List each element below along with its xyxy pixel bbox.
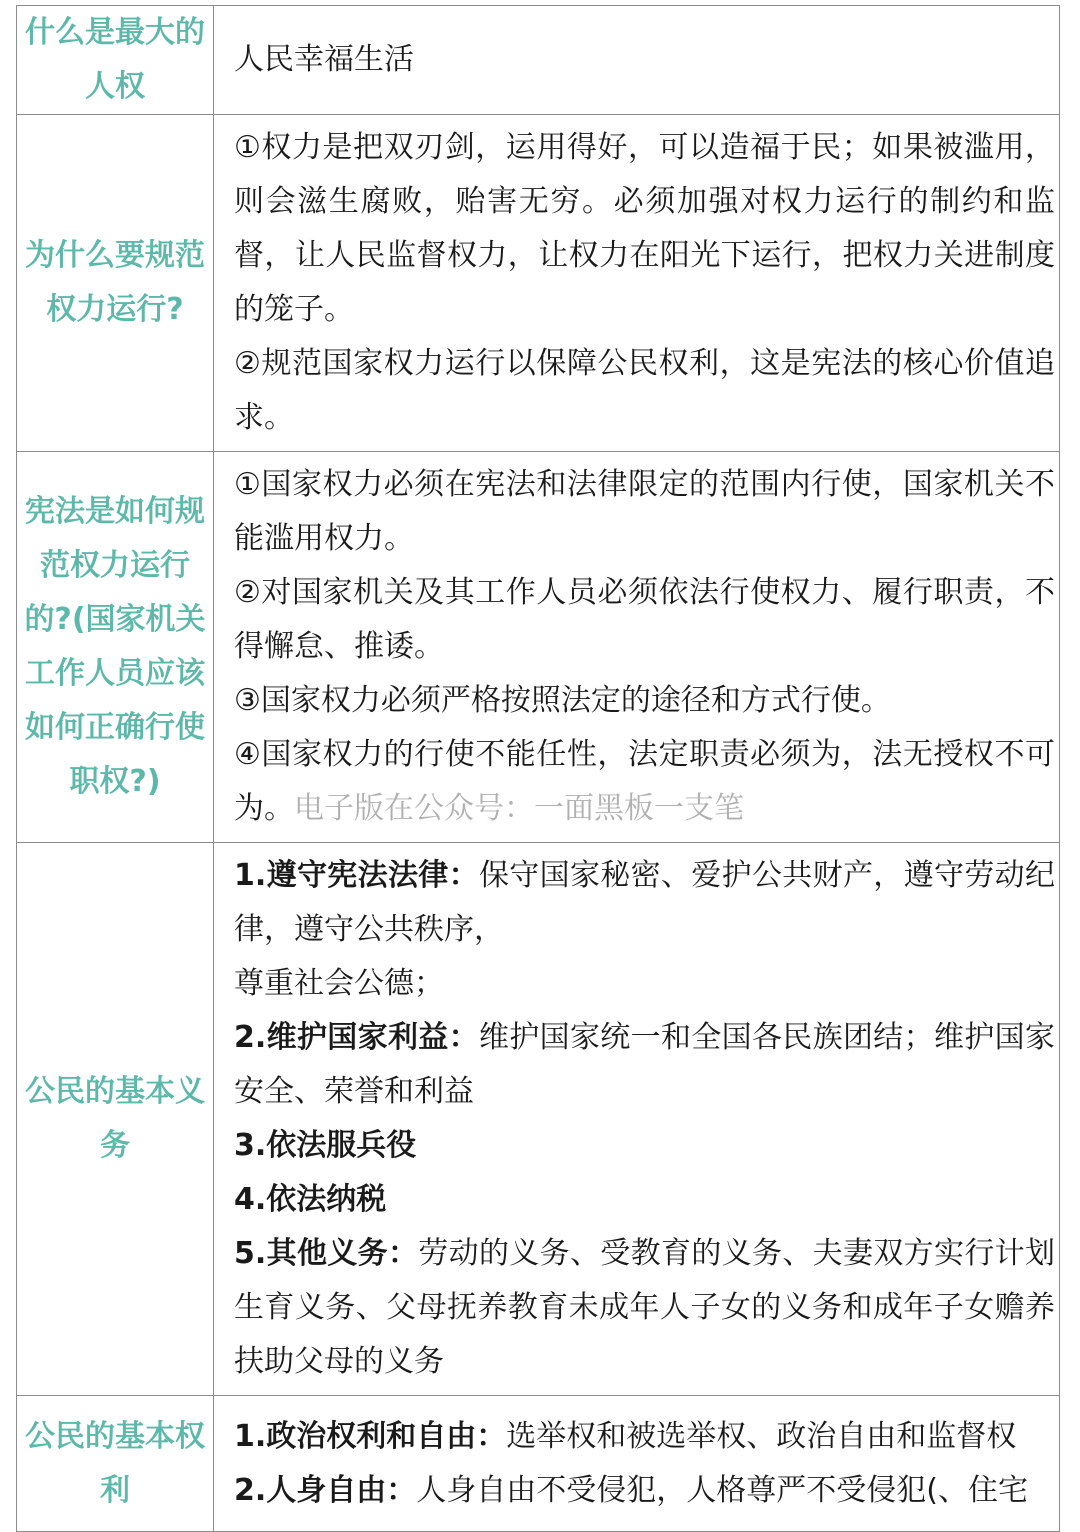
answer-cell <box>214 452 1060 843</box>
answer-cell <box>214 115 1060 452</box>
duty-item <box>234 1119 1055 1173</box>
right-item <box>234 1410 1055 1464</box>
answer-cell <box>214 1396 1060 1532</box>
answer-line: ①权力是把双刃剑，运用得好，可以造福于民；如果被滥用，则会滋生腐败，贻害无穷。必须加强对权力运行的制约和监督，让人民监督权力，让权力在阳光下运行，把权力关进制度的笼子。 <box>234 130 1055 327</box>
question-cell: 公民的基本义务 <box>17 843 214 1396</box>
question-cell: 宪法是如何规范权力运行的?(国家机关工作人员应该如何正确行使职权?) <box>17 452 214 843</box>
duty-item <box>234 1173 1055 1227</box>
table-row <box>17 6 1060 115</box>
table-row <box>17 843 1060 1396</box>
duty-label: 1.遵守宪法法律： <box>234 858 479 893</box>
duty-text: 维护国家统一和全国各民族团结；维护国家安全、荣誉和利益 <box>234 1020 1055 1109</box>
answer-line: ②规范国家权力运行以保障公民权利，这是宪法的核心价值追求。 <box>234 346 1055 435</box>
duty-label: 3.依法服兵役 <box>234 1128 417 1163</box>
watermark-text: 电子版在公众号：一面黑板一支笔 <box>294 791 744 826</box>
right-item <box>234 1464 1055 1518</box>
question-cell: 为什么要规范权力运行? <box>17 115 214 452</box>
duty-item <box>234 1011 1055 1119</box>
right-label: 2.人身自由： <box>234 1472 417 1508</box>
answer-cell <box>214 843 1060 1396</box>
right-label: 1.政治权利和自由： <box>234 1418 507 1454</box>
question-cell: 什么是最大的人权 <box>17 6 214 115</box>
question-cell: 公民的基本权利 <box>17 1396 214 1532</box>
knowledge-table <box>16 5 1060 1532</box>
answer-line: ①国家权力必须在宪法和法律限定的范围内行使，国家机关不能滥用权力。 <box>234 467 1055 556</box>
duty-label: 2.维护国家利益： <box>234 1020 479 1055</box>
duty-text: 保守国家秘密、爱护公共财产，遵守劳动纪律，遵守公共秩序， <box>234 858 1055 947</box>
answer-cell <box>214 6 1060 115</box>
right-text: 选举权和被选举权、政治自由和监督权 <box>506 1418 1017 1454</box>
answer-line: ③国家权力必须严格按照法定的途径和方式行使。 <box>234 683 891 718</box>
duty-item <box>234 849 1055 957</box>
right-text: 人身自由不受侵犯，人格尊严不受侵犯(、住宅 <box>416 1472 1028 1508</box>
answer-line: 人民幸福生活 <box>234 42 414 77</box>
table-row <box>17 452 1060 843</box>
duty-text: 劳动的义务、受教育的义务、夫妻双方实行计划生育义务、父母抚养教育未成年人子女的义务和成年子女赡养扶助父母的义务 <box>234 1236 1056 1379</box>
answer-text: ④国家权力的行使不能任性，法定职责必须为，法无授权不可为。 <box>234 737 1055 826</box>
answer-line: ②对国家机关及其工作人员必须依法行使权力、履行职责，不得懈怠、推诿。 <box>234 575 1055 664</box>
duty-label: 4.依法纳税 <box>234 1182 387 1217</box>
duty-item <box>234 957 1055 1011</box>
duty-text: 尊重社会公德； <box>234 966 444 1001</box>
answer-line <box>234 728 1055 836</box>
table-row <box>17 115 1060 452</box>
duty-label: 5.其他义务： <box>234 1236 419 1271</box>
table-row <box>17 1396 1060 1532</box>
duty-item <box>234 1227 1055 1389</box>
